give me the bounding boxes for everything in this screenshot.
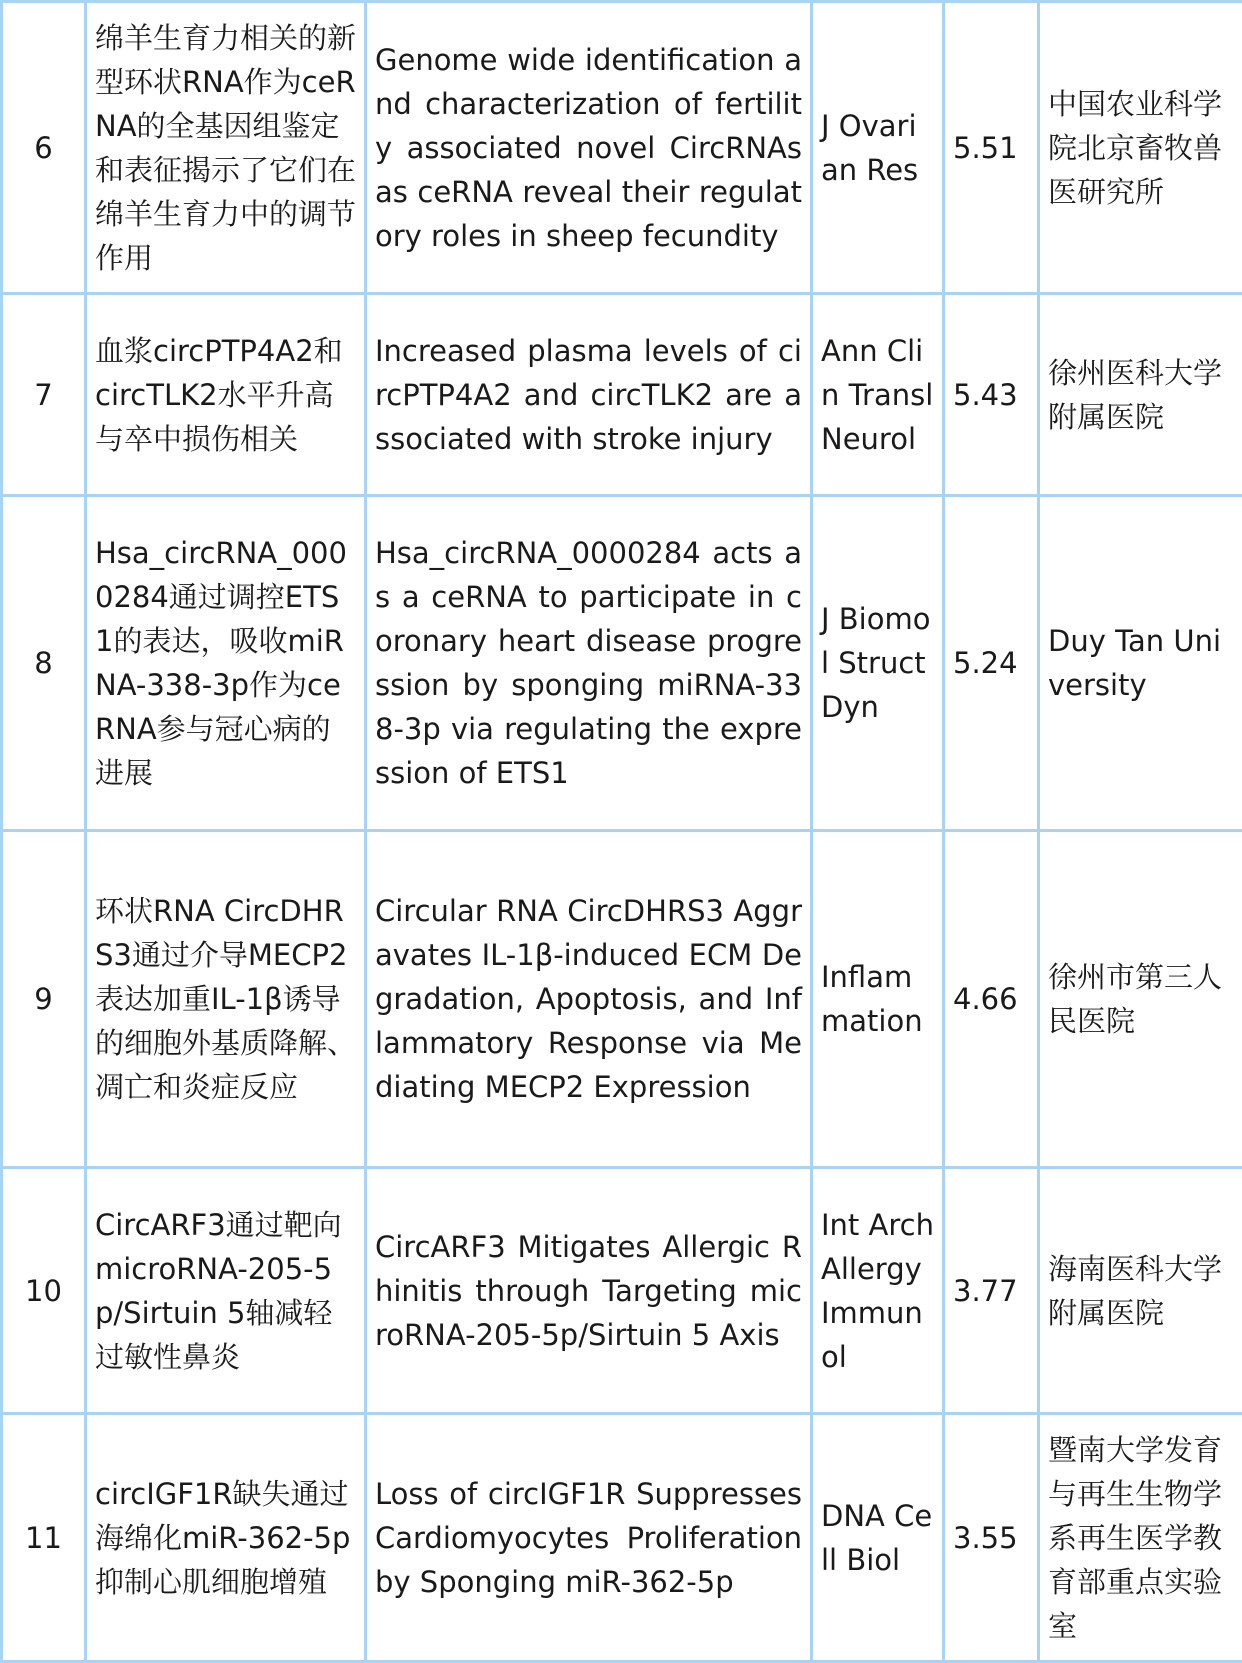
title-english: Hsa_circRNA_0000284 acts as a ceRNA to participate in coronary heart disease progression by sponging miRNA-338-3p via regulating the expression of ETS1	[366, 496, 812, 831]
title-chinese: Hsa_circRNA_0000284通过调控ETS1的表达，吸收miRNA-338-3p作为ceRNA参与冠心病的进展	[86, 496, 366, 831]
title-english: CircARF3 Mitigates Allergic Rhinitis through Targeting microRNA-205-5p/Sirtuin 5 Axis	[366, 1168, 812, 1414]
title-chinese: 绵羊生育力相关的新型环状RNA作为ceRNA的全基因组鉴定和表征揭示了它们在绵羊生育力中的调节作用	[86, 2, 366, 294]
impact-factor: 5.24	[944, 496, 1039, 831]
row-index: 11	[2, 1414, 86, 1662]
journal-name: Int Arch Allergy Immunol	[812, 1168, 944, 1414]
title-chinese: CircARF3通过靶向microRNA-205-5p/Sirtuin 5轴减轻过敏性鼻炎	[86, 1168, 366, 1414]
table-row	[2, 1168, 1242, 1414]
row-index: 6	[2, 2, 86, 294]
title-chinese: circIGF1R缺失通过海绵化miR-362-5p抑制心肌细胞增殖	[86, 1414, 366, 1662]
title-english: Increased plasma levels of circPTP4A2 and circTLK2 are associated with stroke injury	[366, 294, 812, 496]
impact-factor: 5.43	[944, 294, 1039, 496]
table-row	[2, 2, 1242, 294]
title-english: Genome wide identification and characterization of fertility associated novel CircRNAs as ceRNA reveal their regulatory roles in sheep fecundity	[366, 2, 812, 294]
journal-name: Ann Clin Transl Neurol	[812, 294, 944, 496]
table-row	[2, 294, 1242, 496]
row-index: 10	[2, 1168, 86, 1414]
row-index: 7	[2, 294, 86, 496]
row-index: 8	[2, 496, 86, 831]
table-row	[2, 831, 1242, 1168]
impact-factor: 3.77	[944, 1168, 1039, 1414]
journal-name: Inflammation	[812, 831, 944, 1168]
impact-factor: 3.55	[944, 1414, 1039, 1662]
table-row	[2, 1414, 1242, 1662]
title-english: Loss of circIGF1R Suppresses Cardiomyocytes Proliferation by Sponging miR-362-5p	[366, 1414, 812, 1662]
title-chinese: 血浆circPTP4A2和circTLK2水平升高与卒中损伤相关	[86, 294, 366, 496]
institution: Duy Tan University	[1039, 496, 1242, 831]
institution: 海南医科大学附属医院	[1039, 1168, 1242, 1414]
institution: 中国农业科学院北京畜牧兽医研究所	[1039, 2, 1242, 294]
journal-name: DNA Cell Biol	[812, 1414, 944, 1662]
journal-name: J Ovarian Res	[812, 2, 944, 294]
institution: 徐州市第三人民医院	[1039, 831, 1242, 1168]
title-english: Circular RNA CircDHRS3 Aggravates IL-1β-induced ECM Degradation, Apoptosis, and Inflammatory Response via Mediating MECP2 Expression	[366, 831, 812, 1168]
institution: 徐州医科大学附属医院	[1039, 294, 1242, 496]
table-row	[2, 496, 1242, 831]
title-chinese: 环状RNA CircDHRS3通过介导MECP2表达加重IL-1β诱导的细胞外基质降解、凋亡和炎症反应	[86, 831, 366, 1168]
institution: 暨南大学发育与再生生物学系再生医学教育部重点实验室	[1039, 1414, 1242, 1662]
journal-name: J Biomol Struct Dyn	[812, 496, 944, 831]
row-index: 9	[2, 831, 86, 1168]
impact-factor: 4.66	[944, 831, 1039, 1168]
impact-factor: 5.51	[944, 2, 1039, 294]
